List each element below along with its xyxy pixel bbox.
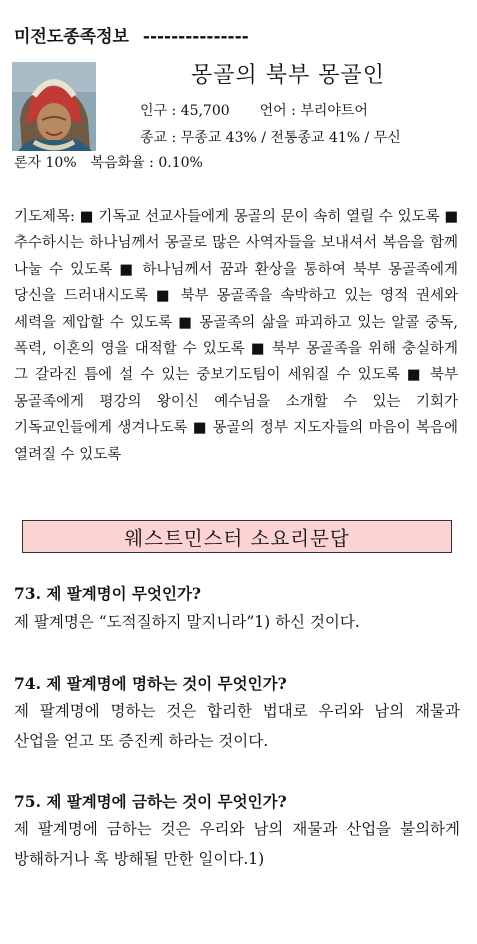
catechism-question: 74. 제 팔계명에 명하는 것이 무엇인가? xyxy=(14,674,287,693)
bullet-icon: ■ xyxy=(406,367,423,384)
catechism-answer: 제 팔계명에 금하는 것은 우리와 남의 재물과 산업을 불의하게 방해하거나 혹 방해될 만한 일이다.1) xyxy=(14,820,460,868)
prayer-item: 기독교 선교사들에게 몽골의 문이 속히 열릴 수 있도록 xyxy=(98,209,440,225)
prayer-item: 몽골족의 삶을 파괴하고 있는 알콜 중독, 폭력, 이혼의 영을 대적할 수 있도록 xyxy=(14,314,459,358)
religion-continued: 론자 10% xyxy=(14,155,77,171)
religion-evangelical-line xyxy=(14,152,203,172)
language: 언어 : 부리야트어 xyxy=(259,103,368,119)
bullet-icon: ■ xyxy=(178,314,194,331)
catechism-title-box xyxy=(22,520,452,553)
evangelical-rate: 복음화율 : 0.10% xyxy=(90,155,203,171)
catechism-question: 75. 제 팔계명에 금하는 것이 무엇인가? xyxy=(14,792,287,811)
prayer-requests xyxy=(14,204,458,468)
prayer-item: 북부 몽골족을 위해 충실하게 그 갈라진 틈에 설 수 있는 중보기도팀이 세워질 수 있도록 xyxy=(14,341,458,384)
bullet-icon: ■ xyxy=(79,209,94,225)
catechism-title: 웨스트민스터 소요리문답 xyxy=(124,526,350,550)
catechism-answer: 제 팔계명은 “도적질하지 말지니라”1) 하신 것이다. xyxy=(14,613,360,631)
prayer-item: 몽골의 정부 지도자들의 마음이 복음에 열려질 수 있도록 xyxy=(14,420,459,463)
bullet-icon: ■ xyxy=(155,288,173,305)
people-stats-line xyxy=(140,100,368,120)
catechism-answer: 제 팔계명에 명하는 것은 합리한 법대로 우리와 남의 재물과 산업을 얻고 또 증진케 하라는 것이다. xyxy=(14,702,460,750)
bullet-icon: ■ xyxy=(119,261,136,278)
prayer-label: 기도제목: xyxy=(14,209,75,225)
catechism-question: 73. 제 팔계명이 무엇인가? xyxy=(14,584,201,603)
people-name: 몽골의 북부 몽골인 xyxy=(190,63,385,88)
population: 인구 : 45,700 xyxy=(140,103,230,119)
bullet-icon: ■ xyxy=(444,209,459,225)
section-title-dashes: --------------- xyxy=(142,27,249,47)
religion-line: 종교 : 무종교 43% / 전통종교 41% / 무신 xyxy=(140,130,401,146)
prayer-item: 추수하시는 하나님께서 몽골로 많은 사역자들을 보내셔서 복음을 함께 나눌 수 있도록 xyxy=(14,235,458,278)
bullet-icon: ■ xyxy=(250,341,266,358)
section-title: 미전도종족정보 xyxy=(14,27,129,47)
bullet-icon: ■ xyxy=(192,420,208,437)
prayer-item: 북부 몽골족을 속박하고 있는 영적 권세와 세력을 제압할 수 있도록 xyxy=(14,288,458,331)
prayer-item: 하나님께서 꿈과 환상을 통하여 북부 몽골족에게 당신을 드러내시도록 xyxy=(14,261,459,305)
prayer-item: 북부 몽골족에게 평강의 왕이신 예수님을 소개할 수 있는 기회가 기독교인들에게 생겨나도록 xyxy=(14,367,458,437)
section-header xyxy=(14,22,249,47)
people-photo xyxy=(12,62,96,151)
